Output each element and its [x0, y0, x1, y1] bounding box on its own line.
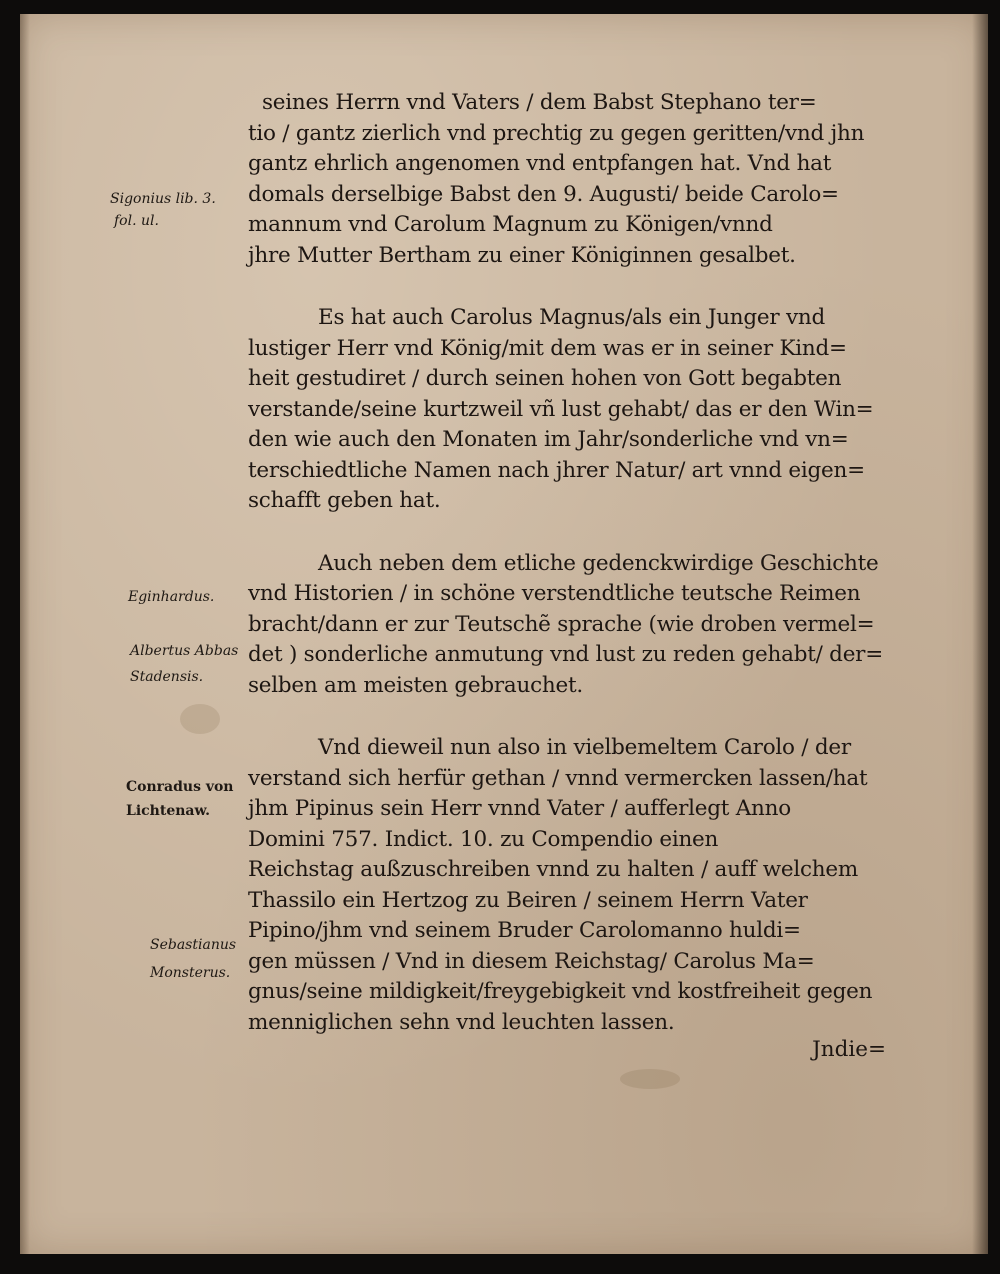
text-line: selben am meisten gebrauchet.	[248, 672, 583, 698]
text-line: lustiger Herr vnd König/mit dem was er in seiner Kind=	[248, 335, 847, 361]
margin-note-line: Eginhardus.	[128, 589, 215, 605]
margin-note-line: Lichtenaw.	[126, 803, 211, 819]
text-line: terschiedtliche Namen nach jhrer Natur/ art vnnd eigen=	[248, 457, 865, 483]
text-line: gnus/seine mildigkeit/freygebigkeit vnd kostfreiheit gegen	[248, 979, 873, 1004]
paper-stain	[620, 1069, 680, 1089]
text-line: seines Herrn vnd Vaters / dem Babst Stephano ter=	[262, 90, 817, 115]
margin-note-sigonius	[110, 188, 216, 232]
margin-note-sebastianus	[150, 934, 236, 990]
text-line: verstande/seine kurtzweil vñ lust gehabt/ das er den Win=	[248, 396, 874, 422]
text-line: tio / gantz zierlich vnd prechtig zu gegen geritten/vnd jhn	[248, 120, 865, 146]
text-line: Es hat auch Carolus Magnus/als ein Junger vnd	[318, 305, 825, 330]
margin-note-line: Monsterus.	[150, 965, 231, 981]
text-line: mannum vnd Carolum Magnum zu Königen/vnnd	[248, 212, 773, 237]
text-line: jhre Mutter Bertham zu einer Königinnen gesalbet.	[248, 242, 796, 268]
text-line: menniglichen sehn vnd leuchten lassen.	[248, 1009, 675, 1035]
text-line: schafft geben hat.	[248, 488, 441, 513]
text-line: Vnd dieweil nun also in vielbemeltem Carolo / der	[318, 735, 851, 760]
paragraph-4	[248, 733, 888, 1038]
paragraph-3	[248, 549, 888, 702]
paragraph-2	[248, 303, 888, 517]
text-line: Thassilo ein Hertzog zu Beiren / seinem Herrn Vater	[248, 887, 808, 913]
margin-note-line: Conradus von	[126, 779, 234, 795]
margin-note-line: Stadensis.	[130, 669, 204, 685]
margin-note-conradus	[126, 776, 233, 824]
margin-note-line: Albertus Abbas	[130, 643, 239, 659]
margin-note-line: Sebastianus	[150, 937, 237, 953]
text-line: verstand sich herfür gethan / vnnd vermercken lassen/hat	[248, 765, 868, 791]
margin-note-eginhardus	[128, 586, 214, 608]
paper-stain	[180, 704, 220, 734]
catchword: Jndie=	[812, 1037, 886, 1062]
text-line: Reichstag außzuschreiben vnnd zu halten / auff welchem	[248, 857, 858, 882]
text-line: den wie auch den Monaten im Jahr/sonderliche vnd vn=	[248, 427, 849, 452]
text-line: heit gestudiret / durch seinen hohen von Gott begabten	[248, 366, 842, 391]
gutter-shadow	[20, 14, 30, 1254]
margin-note-albertus	[130, 640, 238, 692]
text-line: Pipino/jhm vnd seinem Bruder Carolomanno huldi=	[248, 918, 801, 943]
margin-note-line: fol. ul.	[114, 213, 159, 229]
text-line: Auch neben dem etliche gedenckwirdige Geschichte	[318, 550, 879, 576]
text-line: bracht/dann er zur Teutschẽ sprache (wie droben vermel=	[248, 611, 875, 637]
text-line: jhm Pipinus sein Herr vnnd Vater / aufferlegt Anno	[248, 796, 791, 821]
text-line: domals derselbige Babst den 9. Augusti/ beide Carolo=	[248, 181, 839, 207]
main-text-block	[248, 88, 888, 1038]
text-line: vnd Historien / in schöne verstendtliche teutsche Reimen	[248, 581, 861, 606]
text-line: gen müssen / Vnd in diesem Reichstag/ Carolus Ma=	[248, 948, 815, 974]
text-line: gantz ehrlich angenomen vnd entpfangen hat. Vnd hat	[248, 151, 832, 176]
margin-note-line: Sigonius lib. 3.	[110, 191, 216, 207]
text-line: Domini 757. Indict. 10. zu Compendio einen	[248, 826, 719, 852]
text-line: det ) sonderliche anmutung vnd lust zu reden gehabt/ der=	[248, 642, 883, 667]
paragraph-1	[248, 88, 888, 271]
page-edge-shadow	[972, 14, 988, 1254]
